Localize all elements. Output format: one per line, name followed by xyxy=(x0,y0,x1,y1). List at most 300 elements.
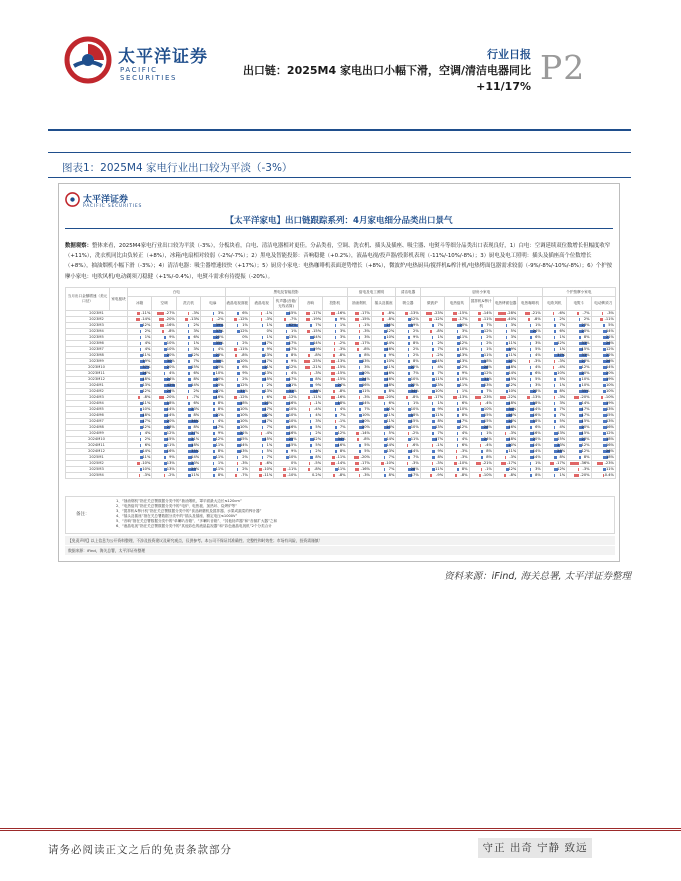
growth-value: 23% xyxy=(264,401,273,405)
negative-growth-bar xyxy=(378,396,383,399)
positive-growth-bar xyxy=(432,348,434,351)
negative-growth-bar xyxy=(498,312,505,315)
growth-value: 20% xyxy=(581,371,590,375)
growth-value: 10% xyxy=(288,407,297,411)
growth-value: -3% xyxy=(460,449,468,453)
growth-value: -17% xyxy=(360,311,370,315)
growth-value: 0% xyxy=(242,335,248,339)
growth-value: 12% xyxy=(166,431,175,435)
growth-value: -3% xyxy=(460,455,468,459)
growth-value: 6% xyxy=(193,401,200,405)
growth-value: 8% xyxy=(193,413,200,417)
growth-value: 36% xyxy=(191,419,200,423)
growth-value: 3% xyxy=(339,329,346,333)
growth-value: 20% xyxy=(459,323,468,327)
company-logo xyxy=(64,36,214,84)
growth-value: 35% xyxy=(215,341,224,345)
negative-growth-bar xyxy=(475,396,481,399)
positive-growth-bar xyxy=(432,408,434,411)
growth-value: 8% xyxy=(486,455,492,459)
negative-growth-bar xyxy=(259,474,262,477)
growth-value: 15% xyxy=(191,365,200,369)
growth-value: 28% xyxy=(557,449,566,453)
negative-growth-bar xyxy=(355,318,359,321)
growth-value: 18% xyxy=(191,443,200,447)
growth-value: -23% xyxy=(482,395,492,399)
growth-value: -15% xyxy=(336,371,346,375)
negative-growth-bar xyxy=(334,348,335,351)
period-cell: 2024M6 xyxy=(66,413,128,419)
growth-value: 9% xyxy=(242,371,248,375)
negative-growth-bar xyxy=(359,396,360,399)
growth-value: 10% xyxy=(483,407,492,411)
positive-growth-bar xyxy=(237,372,239,375)
growth-value: -20% xyxy=(360,455,370,459)
growth-value: 1% xyxy=(559,335,566,339)
negative-growth-bar xyxy=(306,312,310,315)
negative-growth-bar xyxy=(453,396,456,399)
negative-growth-bar xyxy=(528,318,530,321)
growth-cell xyxy=(591,473,615,479)
growth-value: 9% xyxy=(388,353,395,357)
growth-value: 18% xyxy=(337,401,346,405)
growth-value: 2% xyxy=(144,329,151,333)
growth-value: 13% xyxy=(239,449,248,453)
period-cell: 2023M11 xyxy=(66,371,128,377)
growth-value: 16% xyxy=(386,347,395,351)
positive-growth-bar xyxy=(384,432,385,435)
growth-value: 10% xyxy=(435,389,444,393)
growth-value: 7% xyxy=(437,347,444,351)
growth-value: 9% xyxy=(437,449,444,453)
growth-value: 2% xyxy=(486,335,492,339)
growth-value: -1% xyxy=(484,467,492,471)
positive-growth-bar xyxy=(310,384,312,387)
negative-growth-bar xyxy=(212,318,213,321)
growth-value: 0% xyxy=(291,461,297,465)
growth-value: 12% xyxy=(410,317,419,321)
growth-value: 25% xyxy=(288,437,297,441)
notes-label: 备注： xyxy=(76,512,90,517)
growth-value: 3% xyxy=(364,365,370,369)
negative-growth-bar xyxy=(307,330,311,333)
growth-value: 8% xyxy=(413,359,419,363)
growth-value: -11% xyxy=(482,317,492,321)
growth-value: -10% xyxy=(263,467,273,471)
growth-value: -28% xyxy=(507,311,517,315)
growth-value: -10% xyxy=(141,461,151,465)
column-header: 液晶电视 xyxy=(249,297,273,311)
growth-value: 12% xyxy=(142,323,151,327)
positive-growth-bar xyxy=(310,414,311,417)
growth-value: -3% xyxy=(314,371,322,375)
growth-value: 5% xyxy=(510,329,517,333)
negative-growth-bar xyxy=(574,474,579,477)
growth-value: -8% xyxy=(338,473,346,477)
growth-value: -7% xyxy=(240,473,248,477)
negative-growth-bar xyxy=(382,318,384,321)
growth-value: 4% xyxy=(217,419,224,423)
growth-value: 4% xyxy=(144,341,151,345)
growth-value: 39% xyxy=(215,323,224,327)
positive-growth-bar xyxy=(457,330,458,333)
growth-value: -1% xyxy=(362,323,370,327)
table-group-header-row xyxy=(66,288,616,297)
positive-growth-bar xyxy=(140,330,141,333)
growth-value: -20% xyxy=(580,473,590,477)
growth-value: -4% xyxy=(558,365,566,369)
table-body xyxy=(66,311,616,479)
growth-value: 11% xyxy=(337,467,346,471)
growth-value: -17% xyxy=(458,317,468,321)
growth-value: -3% xyxy=(558,395,566,399)
growth-value: 8% xyxy=(535,473,541,477)
positive-growth-bar xyxy=(530,348,531,351)
negative-growth-bar xyxy=(235,354,237,357)
growth-value: 18% xyxy=(532,419,541,423)
growth-value: 11% xyxy=(215,443,224,447)
growth-value: 16% xyxy=(337,443,346,447)
growth-value: 16% xyxy=(288,431,297,435)
growth-value: 3% xyxy=(315,419,322,423)
figure-notes xyxy=(65,496,615,534)
growth-value: 10% xyxy=(239,407,248,411)
negative-growth-bar xyxy=(478,318,481,321)
growth-cell xyxy=(420,473,444,479)
growth-value: 4% xyxy=(169,371,175,375)
growth-value: 14% xyxy=(361,401,370,405)
growth-value: -3% xyxy=(143,473,151,477)
positive-growth-bar xyxy=(408,348,409,351)
column-header: 电热厨具 xyxy=(445,297,469,311)
growth-value: -10% xyxy=(604,395,614,399)
growth-value: 4% xyxy=(291,371,297,375)
growth-value: 1% xyxy=(461,389,468,393)
growth-value: 1% xyxy=(291,329,297,333)
growth-value: 20% xyxy=(166,353,175,357)
growth-value: 8% xyxy=(217,449,224,453)
negative-growth-bar xyxy=(553,366,554,369)
growth-value: -12% xyxy=(433,317,444,321)
growth-value: 26% xyxy=(605,449,614,453)
period-cell: 2023M8 xyxy=(66,353,128,359)
growth-value: -3% xyxy=(240,461,248,465)
growth-value: 8% xyxy=(291,353,297,357)
positive-growth-bar xyxy=(140,348,141,351)
negative-growth-bar xyxy=(429,318,432,321)
negative-growth-bar xyxy=(430,330,432,333)
growth-value: 22% xyxy=(264,413,273,417)
growth-value: -4% xyxy=(484,401,492,405)
growth-value: 20% xyxy=(166,419,175,423)
growth-value: 11% xyxy=(605,467,614,471)
growth-value: 5% xyxy=(535,377,541,381)
negative-growth-bar xyxy=(137,462,140,465)
growth-value: 31% xyxy=(288,389,297,393)
growth-value: 11% xyxy=(142,353,151,357)
negative-growth-bar xyxy=(138,396,140,399)
growth-value: -15% xyxy=(336,377,346,381)
growth-value: 11% xyxy=(215,455,224,459)
growth-value: -20% xyxy=(165,317,175,321)
negative-growth-bar xyxy=(600,318,603,321)
growth-value: -11% xyxy=(336,455,346,459)
growth-value: 19% xyxy=(313,347,322,351)
positive-growth-bar xyxy=(384,456,386,459)
growth-value: 13% xyxy=(361,359,370,363)
period-cell: 2023M5 xyxy=(66,335,128,341)
growth-value: -1% xyxy=(314,401,322,405)
footer-divider xyxy=(0,828,681,831)
growth-value: 2% xyxy=(193,389,200,393)
growth-value: 24% xyxy=(337,383,346,387)
growth-value: 2% xyxy=(413,353,419,357)
growth-value: 14% xyxy=(191,383,200,387)
positive-growth-bar xyxy=(457,468,459,471)
growth-value: 11% xyxy=(459,383,468,387)
growth-value: 1% xyxy=(193,341,200,345)
negative-growth-bar xyxy=(160,324,164,327)
growth-value: 2% xyxy=(266,383,273,387)
negative-growth-bar xyxy=(283,396,286,399)
footer-motto: 守正 出奇 宁静 致远 xyxy=(478,838,592,858)
growth-value: 3% xyxy=(535,341,541,345)
growth-value: 13% xyxy=(435,425,444,429)
note-item: 4、“插头及插座”指在关总署数据分类中的“插头及插座，额定电压≤1000V” xyxy=(116,514,238,519)
report-title: 出口链：2025M4 家电出口小幅下滑，空调/清洁电器同比+11/17% xyxy=(242,64,531,93)
positive-growth-bar xyxy=(432,432,434,435)
growth-value: 10% xyxy=(581,383,590,387)
growth-value: 1% xyxy=(217,461,224,465)
positive-growth-bar xyxy=(457,432,458,435)
negative-growth-bar xyxy=(283,468,286,471)
positive-growth-bar xyxy=(457,444,459,447)
growth-value: 10% xyxy=(361,413,370,417)
growth-value: 3% xyxy=(461,329,468,333)
growth-value: 28% xyxy=(483,365,492,369)
growth-value: 2% xyxy=(437,341,444,345)
growth-value: 18% xyxy=(142,377,151,381)
growth-value: 30% xyxy=(215,359,224,363)
period-cell: 2024M1 xyxy=(66,383,128,389)
growth-value: 33% xyxy=(581,353,590,357)
growth-value: 5% xyxy=(364,443,370,447)
positive-growth-bar xyxy=(310,456,312,459)
positive-growth-bar xyxy=(384,354,386,357)
period-header: 当月出口金额增速（美元口径） xyxy=(66,288,110,311)
negative-growth-bar xyxy=(454,462,457,465)
period-cell: 2023M6 xyxy=(66,341,128,347)
growth-value: -40% xyxy=(507,317,517,321)
positive-growth-bar xyxy=(530,468,531,471)
growth-value: 10% xyxy=(508,389,517,393)
growth-value: 18% xyxy=(605,455,614,459)
negative-growth-bar xyxy=(495,318,505,321)
growth-value: 20% xyxy=(361,425,370,429)
growth-cell xyxy=(128,473,152,479)
growth-value: -12% xyxy=(238,317,248,321)
growth-value: -17% xyxy=(433,395,444,399)
growth-value: 10% xyxy=(605,389,614,393)
positive-growth-bar xyxy=(188,348,189,351)
growth-value: 2% xyxy=(242,467,248,471)
growth-value: 11% xyxy=(142,455,151,459)
negative-growth-bar xyxy=(164,474,165,477)
growth-value: 10% xyxy=(459,407,468,411)
growth-value: 8% xyxy=(315,455,322,459)
negative-growth-bar xyxy=(136,318,140,321)
negative-growth-bar xyxy=(578,468,579,471)
growth-value: 16% xyxy=(215,395,224,399)
positive-growth-bar xyxy=(359,366,360,369)
growth-value: 23% xyxy=(215,353,224,357)
growth-value: 18% xyxy=(532,401,541,405)
positive-growth-bar xyxy=(286,360,288,363)
positive-growth-bar xyxy=(408,456,410,459)
growth-value: 26% xyxy=(166,389,175,393)
negative-growth-bar xyxy=(259,468,262,471)
growth-value: 30% xyxy=(166,359,175,363)
growth-value: 13% xyxy=(459,359,468,363)
growth-value: 8% xyxy=(559,455,566,459)
growth-value: 37% xyxy=(557,353,566,357)
positive-growth-bar xyxy=(554,426,555,429)
growth-value: 7% xyxy=(559,323,566,327)
growth-value: 18% xyxy=(483,359,492,363)
growth-value: 14% xyxy=(532,455,541,459)
column-header: 传声器(音箱/无线话筒) xyxy=(274,297,298,311)
growth-value: 37% xyxy=(215,329,224,333)
growth-value: 20% xyxy=(215,377,224,381)
growth-value: 6% xyxy=(193,335,200,339)
growth-value: 7% xyxy=(437,323,444,327)
positive-growth-bar xyxy=(335,414,337,417)
growth-value: 2% xyxy=(242,455,248,459)
growth-value: 10% xyxy=(166,347,175,351)
positive-growth-bar xyxy=(286,450,288,453)
growth-value: 12% xyxy=(557,341,566,345)
growth-value: 28% xyxy=(313,389,322,393)
growth-value: 16% xyxy=(361,383,370,387)
note-item: 3、“搅拌机&榨汁机”指在关总署数据分类中的“食品研磨机及搅拌器、水果或蔬菜的榨汁器” xyxy=(116,509,262,514)
negative-growth-bar xyxy=(162,330,164,333)
negative-growth-bar xyxy=(456,450,457,453)
growth-value: -3% xyxy=(192,311,200,315)
growth-value: -16% xyxy=(360,467,370,471)
positive-growth-bar xyxy=(310,324,312,327)
negative-growth-bar xyxy=(331,396,335,399)
growth-value: 15% xyxy=(483,413,492,417)
growth-value: 15% xyxy=(166,437,175,441)
growth-cell xyxy=(176,473,200,479)
positive-growth-bar xyxy=(286,372,287,375)
growth-value: -17% xyxy=(311,311,322,315)
growth-value: 11% xyxy=(361,389,370,393)
growth-value: 12% xyxy=(581,443,590,447)
growth-value: 15% xyxy=(483,419,492,423)
growth-value: -13% xyxy=(336,359,346,363)
growth-value: 9% xyxy=(169,455,175,459)
growth-value: 16% xyxy=(166,449,175,453)
growth-value: 8% xyxy=(315,377,322,381)
growth-value: 3% xyxy=(535,383,541,387)
negative-growth-bar xyxy=(333,354,335,357)
positive-growth-bar xyxy=(188,414,190,417)
negative-growth-bar xyxy=(601,396,604,399)
column-header: 投影机 xyxy=(323,297,347,311)
growth-value: 23% xyxy=(191,461,200,465)
positive-growth-bar xyxy=(432,342,433,345)
positive-growth-bar xyxy=(506,324,507,327)
growth-value: -8% xyxy=(338,353,346,357)
growth-value: -11% xyxy=(263,473,273,477)
positive-growth-bar xyxy=(335,450,337,453)
growth-value: 16% xyxy=(386,371,395,375)
growth-value: 4% xyxy=(217,347,224,351)
note-item: 6、“液晶电视”指在关总署数据分类中的“其他彩色的液晶监视器”和“彩色液晶电视机”2个分类合计 xyxy=(116,524,272,529)
growth-value: 23% xyxy=(191,407,200,411)
report-type: 行业日报 xyxy=(487,48,531,61)
positive-growth-bar xyxy=(213,474,215,477)
growth-value: 3% xyxy=(559,401,566,405)
growth-value: 35% xyxy=(191,449,200,453)
growth-value: -23% xyxy=(433,311,444,315)
growth-value: -8% xyxy=(167,329,175,333)
growth-value: 12% xyxy=(605,347,614,351)
positive-growth-bar xyxy=(432,456,434,459)
positive-growth-bar xyxy=(188,378,190,381)
note-item: 1、“抽油烟机”指在关总署数据分类中的“抽油烟机，罩平面最大边长≤120cm” xyxy=(116,499,242,503)
growth-value: 7% xyxy=(388,455,395,459)
growth-value: 15% xyxy=(239,437,248,441)
negative-growth-bar xyxy=(310,372,311,375)
negative-growth-bar xyxy=(139,474,140,477)
growth-value: 6% xyxy=(388,401,395,405)
growth-value: -0.4% xyxy=(603,473,614,477)
growth-value: -6% xyxy=(265,461,273,465)
growth-cell xyxy=(347,473,371,479)
positive-growth-bar xyxy=(359,450,360,453)
positive-growth-bar xyxy=(481,324,483,327)
growth-value: 18% xyxy=(142,413,151,417)
positive-growth-bar xyxy=(481,390,483,393)
growth-value: 22% xyxy=(410,365,419,369)
growth-value: 2% xyxy=(315,449,322,453)
growth-value: 0.2% xyxy=(311,473,322,477)
negative-growth-bar xyxy=(355,462,359,465)
growth-value: 17% xyxy=(410,473,419,477)
growth-value: 10% xyxy=(239,359,248,363)
period-cell: 2024M2 xyxy=(66,389,128,395)
growth-value: 16% xyxy=(288,401,297,405)
positive-growth-bar xyxy=(262,456,264,459)
growth-value: 7% xyxy=(339,413,346,417)
negative-growth-bar xyxy=(452,318,456,321)
column-header: 抽油烟机 xyxy=(347,297,371,311)
group-header: 厨电及电工照明 xyxy=(347,288,396,297)
growth-value: -2% xyxy=(436,353,444,357)
growth-value: 5% xyxy=(266,449,273,453)
negative-growth-bar xyxy=(331,462,335,465)
growth-value: 11% xyxy=(435,467,444,471)
growth-value: 8% xyxy=(413,341,419,345)
positive-growth-bar xyxy=(237,366,239,369)
growth-value: 17% xyxy=(215,425,224,429)
group-header: 清洁电器 xyxy=(396,288,420,297)
growth-value: -21% xyxy=(311,365,322,369)
growth-value: 1% xyxy=(339,323,346,327)
notes-list xyxy=(116,499,606,530)
